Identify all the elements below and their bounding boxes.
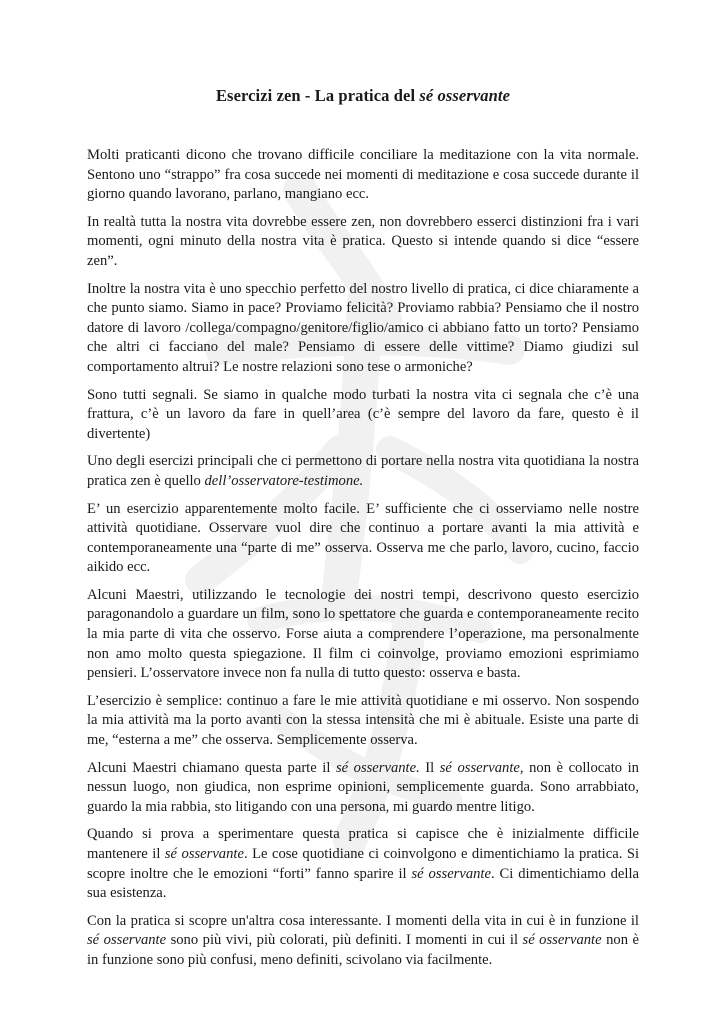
text-segment: Alcuni Maestri, utilizzando le tecnologie dei nostri tempi, descrivono questo esercizio paragonandolo a guardare un film, sono lo spettatore che guarda e contemporaneamente recito la mia parte di vita che osservo. Forse aiuta a comprendere l’operazione, ma personalmente non amo molto questa spiegazione. Il film ci coinvolge, proviamo emozioni esprimiamo pensieri. L’osservatore invece non fa nulla di tutto questo: osserva e basta. <box>87 586 639 682</box>
text-segment: non è in funzione sono più confusi, meno definiti, scivolano via facilmente. <box>87 932 639 968</box>
text-segment: Alcuni Maestri chiamano questa parte il <box>87 759 336 776</box>
text-segment: Il <box>419 759 440 776</box>
paragraph-8 <box>87 692 639 751</box>
paragraph-4 <box>87 386 639 445</box>
text-segment: Sono tutti segnali. Se siamo in qualche modo turbati la nostra vita ci segnala che c’è una frattura, c’è un lavoro da fare in quell’area (c’è sempre del lavoro da fare, questo è il divertente) <box>87 386 639 442</box>
italic-text: sé osservante <box>411 865 491 882</box>
paragraph-3 <box>87 280 639 378</box>
text-segment: . Le cose quotidiane ci coinvolgono e dimentichiamo la pratica. Si scopre inoltre che le emozioni “forti” fanno sparire il <box>87 846 639 882</box>
italic-text: dell’osservatore-testimone. <box>204 472 364 489</box>
title-italic: sé osservante <box>419 86 511 105</box>
text-segment: L’esercizio è semplice: continuo a fare le mie attività quotidiane e mi osservo. Non sospendo la mia attività ma la porto avanti con la stessa intensità che mi è abituale. Esiste una parte di me, “esterna a me” che osserva. Semplicemente osserva. <box>87 692 639 749</box>
italic-text: sé osservante <box>439 759 520 776</box>
text-segment: Inoltre la nostra vita è uno specchio perfetto del nostro livello di pratica, ci dice chiaramente a che punto siamo. Siamo in pace? Proviamo felicità? Proviamo rabbia? Pensiamo che il nostro datore di lavoro /collega/compagno/genitore/figlio/amico ci abbiano fatto un torto? Pensiamo che altri ci facciano del male? Pensiamo di essere delle vittime? Diamo giudizi sul comportamento altrui? Le nostre relazioni sono tese o armoniche? <box>87 280 639 375</box>
text-segment: Molti praticanti dicono che trovano difficile conciliare la meditazione con la vita normale. Sentono uno “strappo” fra cosa succede nei momenti di meditazione e cosa succede durante il giorno quando lavorano, parlano, mangiano ecc. <box>87 147 639 203</box>
paragraph-11 <box>87 912 639 971</box>
document-title <box>87 86 639 106</box>
text-segment: Quando si prova a sperimentare questa pratica si capisce che è inizialmente difficile mantenere il <box>87 826 639 862</box>
paragraph-5 <box>87 452 639 491</box>
text-segment: sono più vivi, più colorati, più definiti. I momenti in cui il <box>166 932 523 949</box>
italic-text: sé osservante. <box>335 759 420 776</box>
title-text: Esercizi zen - La pratica del <box>215 86 420 105</box>
text-segment: E’ un esercizio apparentemente molto facile. E’ sufficiente che ci osserviamo nelle nostre attività quotidiane. Osservare vuol dire che continuo a portare avanti la mia attività e contemporaneamente una “parte di me” osserva. Osserva me che parlo, lavoro, cucino, faccio aikido ecc. <box>87 500 639 576</box>
paragraph-7 <box>87 586 639 684</box>
paragraph-10 <box>87 825 639 903</box>
paragraph-6 <box>87 500 639 578</box>
italic-text: sé osservante <box>87 932 167 949</box>
text-segment: In realtà tutta la nostra vita dovrebbe essere zen, non dovrebbero esserci distinzioni fra i vari momenti, ogni minuto della nostra vita è pratica. Questo si intende quando si dice “essere zen”. <box>87 213 639 269</box>
document-page <box>87 86 639 979</box>
paragraph-1 <box>87 146 639 205</box>
text-segment: . Ci dimentichiamo della sua esistenza. <box>87 865 639 902</box>
text-segment: Uno degli esercizi principali che ci permettono di portare nella nostra vita quotidiana la nostra pratica zen è quello <box>87 453 639 489</box>
italic-text: sé osservante <box>164 846 244 862</box>
document-body <box>87 146 639 971</box>
paragraph-2 <box>87 213 639 272</box>
paragraph-9 <box>87 759 639 818</box>
text-segment: Con la pratica si scopre un'altra cosa interessante. I momenti della vita in cui è in funzione il <box>87 912 639 929</box>
italic-text: sé osservante <box>522 932 602 949</box>
text-segment: , non è collocato in nessun luogo, non giudica, non esprime opinioni, semplicemente guarda. Sono arrabbiato, guardo la mia rabbia, sto litigando con una persona, mi guardo mentre litigo. <box>87 759 639 815</box>
